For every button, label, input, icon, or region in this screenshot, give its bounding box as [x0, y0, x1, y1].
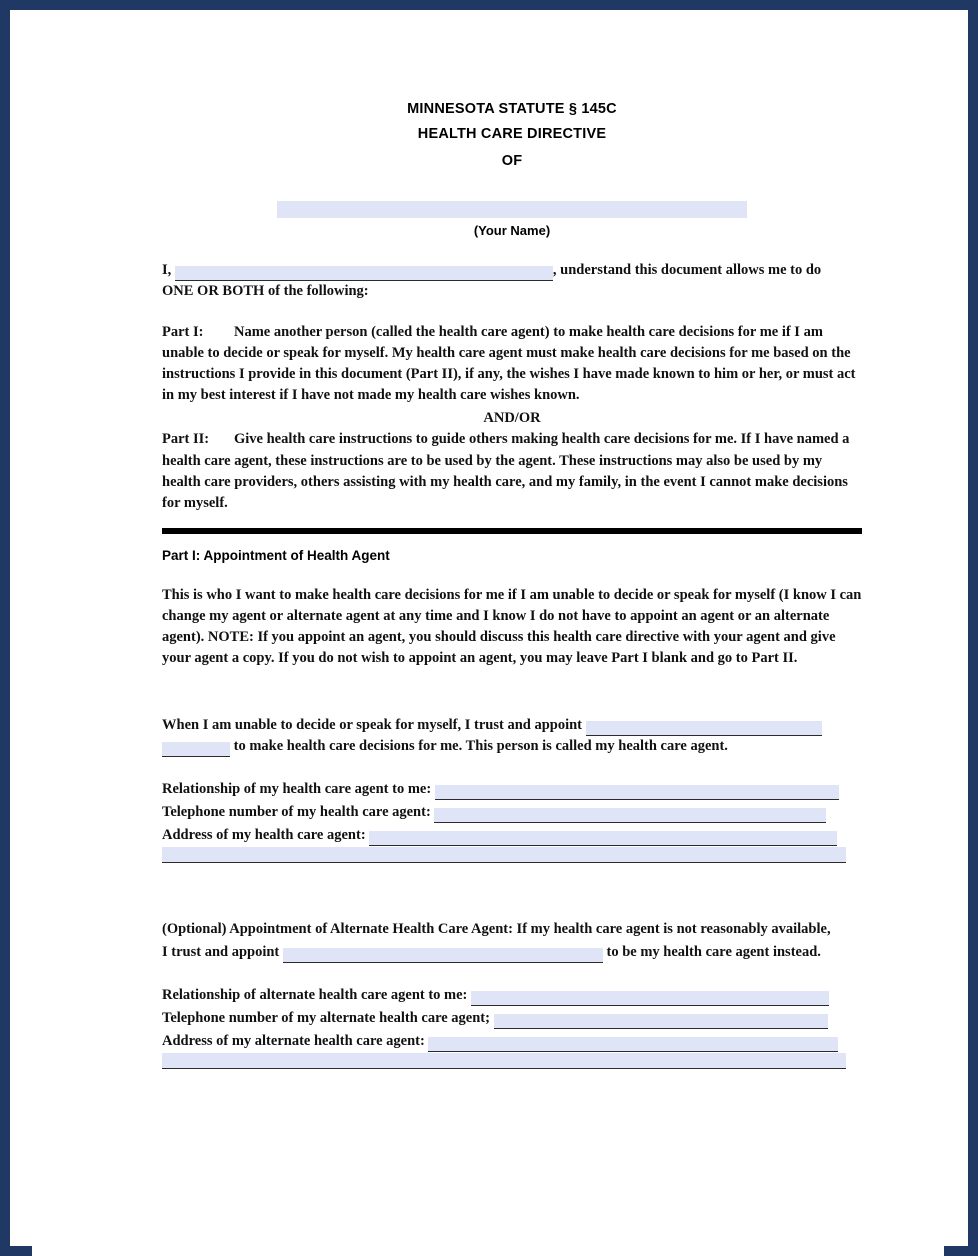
title-line-statute: MINNESOTA STATUTE § 145C [407, 101, 617, 117]
part-two-paragraph [162, 429, 862, 513]
agent-name-continuation-input[interactable] [162, 742, 230, 757]
section-heading-part-one: Part I: Appointment of Health Agent [162, 547, 390, 563]
alternate-address-row [162, 1031, 862, 1052]
agent-name-input[interactable] [586, 721, 822, 736]
appoint-lead-text: When I am unable to decide or speak for myself, I trust and appoint [162, 716, 583, 733]
agent-address-label: Address of my health care agent: [162, 826, 366, 843]
alternate-telephone-input[interactable] [494, 1014, 828, 1029]
intro-name-input[interactable] [175, 266, 553, 281]
alternate-agent-block [162, 919, 862, 1069]
agent-address-continuation-input[interactable] [162, 847, 846, 863]
intro-suffix: , understand this document allows me to do [552, 262, 822, 279]
title-line-directive: HEALTH CARE DIRECTIVE [417, 126, 607, 143]
section-paragraph: This is who I want to make health care decisions for me if I am unable to decide or speak for myself (I know I can change my agent or alternate agent at any time and I know I do not have to appoint an agent or an alternate agent). NOTE: If you appoint an agent, you should discuss this health care directive with your agent and give your agent a copy. If you do not wish to appoint an agent, you may leave Part I blank and go to Part II. [162, 586, 862, 666]
agent-address-input[interactable] [369, 831, 837, 846]
appoint-agent-block [162, 715, 862, 757]
your-name-caption: (Your Name) [473, 223, 551, 239]
appoint-tail-text: to make health care decisions for me. This person is called my health care agent. [233, 737, 728, 754]
section-divider [162, 528, 862, 534]
agent-details-block [162, 779, 862, 863]
agent-telephone-row [162, 802, 862, 823]
document-content [162, 100, 862, 1069]
alternate-appoint-prefix: I trust and appoint [162, 943, 280, 960]
your-name-field-row [162, 200, 862, 218]
alternate-name-input[interactable] [283, 948, 603, 963]
intro-line2: ONE OR BOTH of the following: [162, 283, 369, 300]
part-one-label: Part I: [162, 324, 204, 341]
alternate-address-input[interactable] [428, 1037, 838, 1052]
part-two-text: Give health care instructions to guide others making health care decisions for me. If I have named a health care agent, these instructions are to be used by the agent. These instructions may also be used by my health care providers, others assisting with my health care, and my family, in the event I cannot make decisions for myself. [162, 431, 850, 511]
alternate-address-label: Address of my alternate health care agent: [162, 1032, 425, 1049]
agent-relationship-input[interactable] [435, 785, 839, 800]
alternate-relationship-row [162, 985, 862, 1006]
agent-relationship-row [162, 779, 862, 800]
alternate-details-block [162, 985, 862, 1069]
your-name-input[interactable] [277, 201, 747, 218]
alternate-intro-line1: (Optional) Appointment of Alternate Health Care Agent: If my health care agent is not reasonably available, [162, 920, 831, 937]
document-page [32, 20, 944, 1256]
part-one-paragraph [162, 322, 862, 406]
alternate-relationship-label: Relationship of alternate health care agent to me: [162, 986, 468, 1003]
alternate-appoint-suffix: to be my health care agent instead. [606, 943, 821, 960]
agent-address-row [162, 825, 862, 846]
intro-paragraph [162, 260, 862, 302]
agent-relationship-label: Relationship of my health care agent to me: [162, 780, 432, 797]
alternate-telephone-label: Telephone number of my alternate health care agent; [162, 1009, 490, 1026]
agent-telephone-label: Telephone number of my health care agent: [162, 803, 431, 820]
and-or-label: AND/OR [483, 410, 541, 427]
part-two-label: Part II: [162, 431, 210, 448]
part-one-text: Name another person (called the health care agent) to make health care decisions for me if I am unable to decide or speak for myself. My health care agent must make health care decisions for me based on the instructions I provide in this document (Part II), if any, the wishes I have made known to him or her, or must act in my best interest if I have not made my health care wishes known. [162, 324, 856, 404]
intro-prefix: I, [162, 262, 172, 279]
alternate-intro-line2 [162, 942, 862, 963]
alternate-telephone-row [162, 1008, 862, 1029]
alternate-relationship-input[interactable] [471, 991, 829, 1006]
document-title [162, 100, 862, 170]
agent-telephone-input[interactable] [434, 808, 826, 823]
title-line-of: OF [501, 153, 523, 170]
alternate-address-continuation-input[interactable] [162, 1053, 846, 1069]
